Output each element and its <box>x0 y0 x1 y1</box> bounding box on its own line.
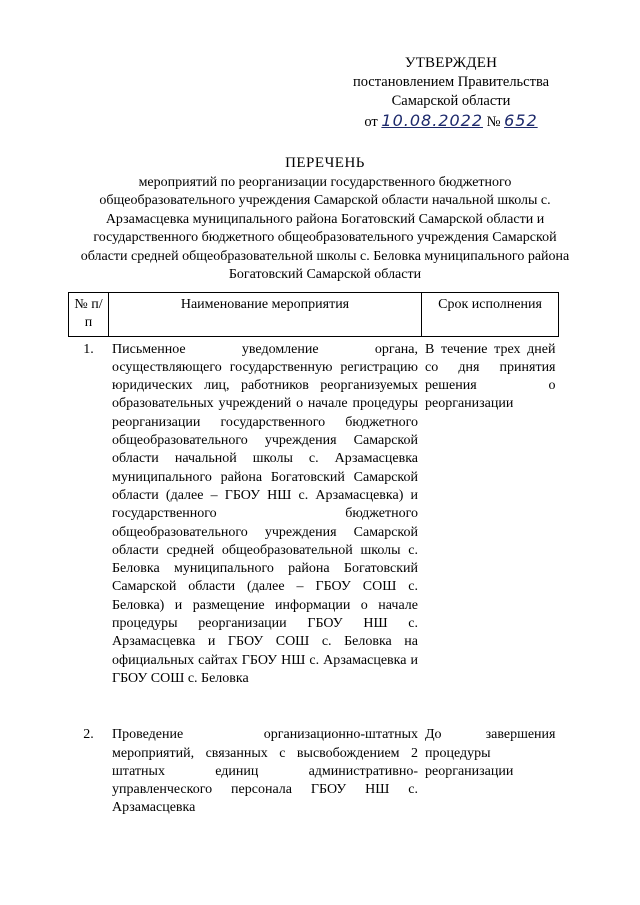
document-heading <box>70 154 580 285</box>
table-header-row <box>69 293 559 337</box>
approval-line-1: постановлением Правительства <box>352 74 550 90</box>
header-number: № п/п <box>69 293 109 337</box>
table-row <box>69 688 559 817</box>
approval-date-line <box>326 111 576 132</box>
row-number: 2. <box>83 727 94 743</box>
document-subtitle: мероприятий по реорганизации государственного бюджетного общеобразовательного учреждения Самарской области начальной школы с. Арзамасцевка муниципального района Богатовский Самарской области и государственного бюджетного общеобразовательного учреждения Самарской области средней общеобразовательной школы с. Беловка муниципального района Богатовский Самарской области <box>80 174 570 282</box>
handwritten-number: 652 <box>504 111 538 130</box>
row-deadline: До завершения процедуры реорганизации <box>425 727 556 779</box>
number-prefix: № <box>486 114 501 130</box>
approval-title: УТВЕРЖДЕН <box>404 55 498 71</box>
row-deadline: В течение трех дней со дня принятия решения о реорганизации <box>425 341 556 412</box>
table-row <box>69 336 559 688</box>
date-prefix: от <box>364 114 378 130</box>
header-name: Наименование мероприятия <box>109 293 422 337</box>
document-title: ПЕРЕЧЕНЬ <box>285 155 365 171</box>
handwritten-date: 10.08.2022 <box>381 111 483 130</box>
header-deadline: Срок исполнения <box>422 293 559 337</box>
row-name: Проведение организационно-штатных мероприятий, связанных с высвобождением 2 штатных единиц административно-управленческого персонала ГБОУ НШ с. Арзамасцевка <box>112 727 418 816</box>
measures-table <box>68 292 559 818</box>
approval-line-2: Самарской области <box>391 93 511 109</box>
approval-stamp <box>326 54 576 132</box>
row-number: 1. <box>83 341 94 357</box>
row-name: Письменное уведомление органа, осуществляющего государственную регистрацию юридических лиц, работников реорганизуемых образовательных учреждений о начале процедуры реорганизации государственного бюджетного общеобразовательного учреждения Самарской области начальной школы с. Арзамасцевка муниципального района Богатовский Самарской области (далее – ГБОУ НШ с. Арзамасцевка) и государственного бюджетного общеобразовательного учреждения Самарской области средней общеобразовательной школы с. Беловка муниципального района Богатовский Самарской области (далее – ГБОУ СОШ с. Беловка) и размещение информации о начале процедуры реорганизации ГБОУ НШ с. Арзамасцевка и ГБОУ СОШ с. Беловка на официальных сайтах ГБОУ НШ с. Арзамасцевка и ГБОУ СОШ с. Беловка <box>112 341 418 686</box>
